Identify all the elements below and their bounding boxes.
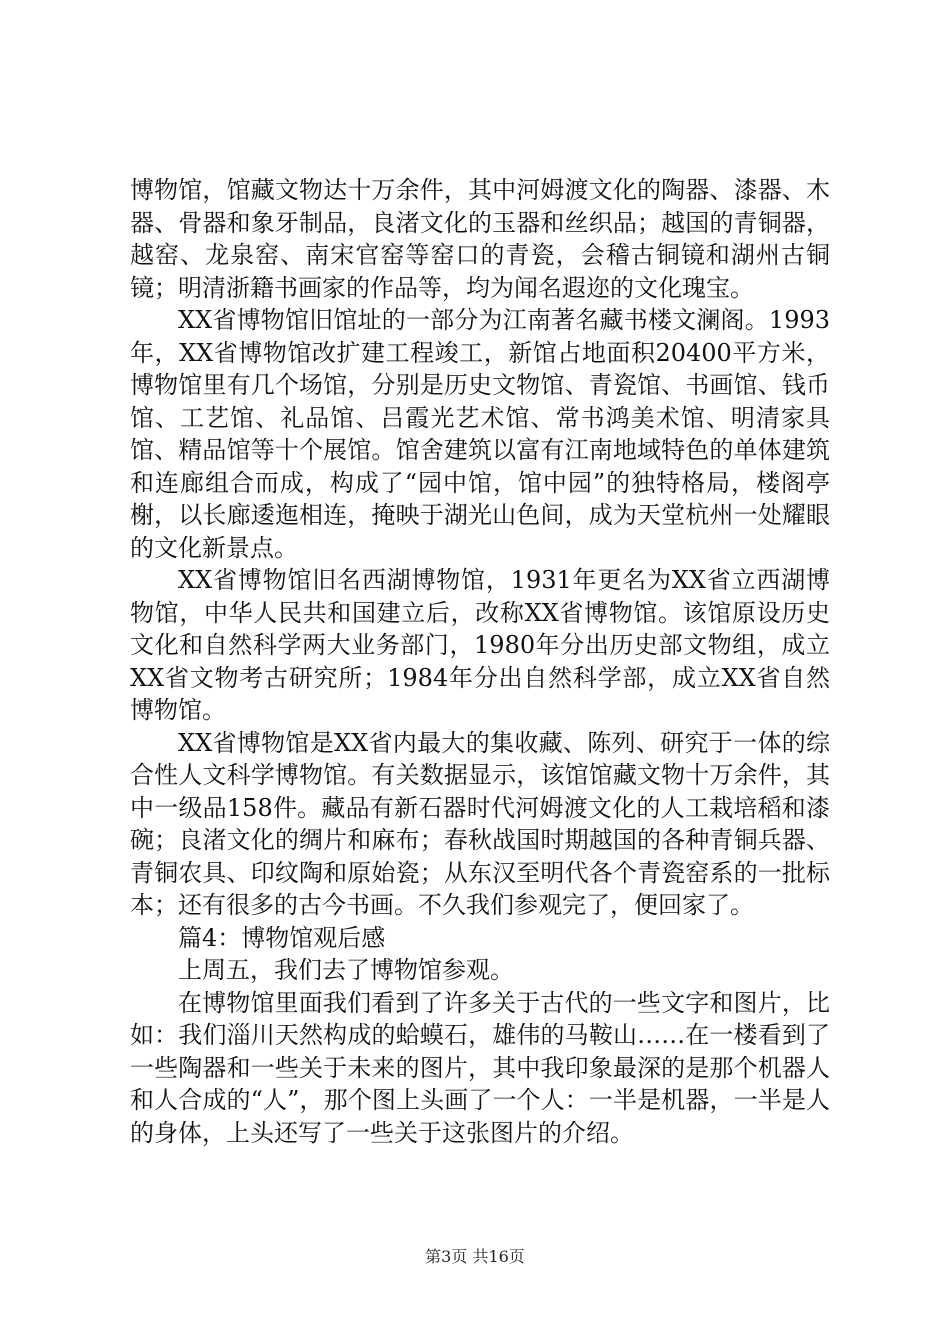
paragraph-visit-details: 在博物馆里面我们看到了许多关于古代的一些文字和图片，比如：我们淄川天然构成的蛤蟆石，雄伟的马鞍山……在一楼看到了一些陶器和一些关于未来的图片，其中我印象最深的是那个机器人和人合成的“人”，那个图上头画了一个人：一半是机器，一半是人的身体，上头还写了一些关于这张图片的介绍。 xyxy=(130,988,830,1147)
paragraph-continuation: 博物馆，馆藏文物达十万余件，其中河姆渡文化的陶器、漆器、木器、骨器和象牙制品，良渚文化的玉器和丝织品；越国的青铜器，越窑、龙泉窑、南宋官窑等窑口的青瓷，会稽古铜镜和湖州古铜镜；明清浙籍书画家的作品等，均为闻名遐迩的文化瑰宝。 xyxy=(130,176,830,302)
document-body xyxy=(130,174,830,1149)
page-number-footer: 第3页 共16页 xyxy=(425,1247,525,1266)
paragraph-wenlan-pavilion: XX省博物馆旧馆址的一部分为江南著名藏书楼文澜阁。1993年，XX省博物馆改扩建工程竣工，新馆占地面积20400平方米，博物馆里有几个场馆，分别是历史文物馆、青瓷馆、书画馆、钱币馆、工艺馆、礼品馆、吕霞光艺术馆、常书鸿美术馆、明清家具馆、精品馆等十个展馆。馆舍建筑以富有江南地域特色的单体建筑和连廊组合而成，构成了“园中馆，馆中园”的独特格局，楼阁亭榭，以长廊逶迤相连，掩映于湖光山色间，成为天堂杭州一处耀眼的文化新景点。 xyxy=(130,306,830,562)
section-heading: 篇4：博物馆观后感 xyxy=(178,923,386,952)
paragraph-visit-intro: 上周五，我们去了博物馆参观。 xyxy=(178,956,514,984)
paragraph-museum-collection: XX省博物馆是XX省内最大的集收藏、陈列、研究于一体的综合性人文科学博物馆。有关数据显示，该馆馆藏文物十万余件，其中一级品158件。藏品有新石器时代河姆渡文化的人工栽培稻和漆碗；良渚文化的绸片和麻布；春秋战国时期越国的各种青铜兵器、青铜农具、印纹陶和原始瓷；从东汉至明代各个青瓷窑系的一批标本；还有很多的古今书画。不久我们参观完了，便回家了。 xyxy=(130,728,830,919)
paragraph-museum-history: XX省博物馆旧名西湖博物馆，1931年更名为XX省立西湖博物馆，中华人民共和国建立后，改称XX省博物馆。该馆原设历史文化和自然科学两大业务部门，1980年分出历史部文物组，成立XX省文物考古研究所；1984年分出自然科学部，成立XX省自然博物馆。 xyxy=(130,566,830,724)
